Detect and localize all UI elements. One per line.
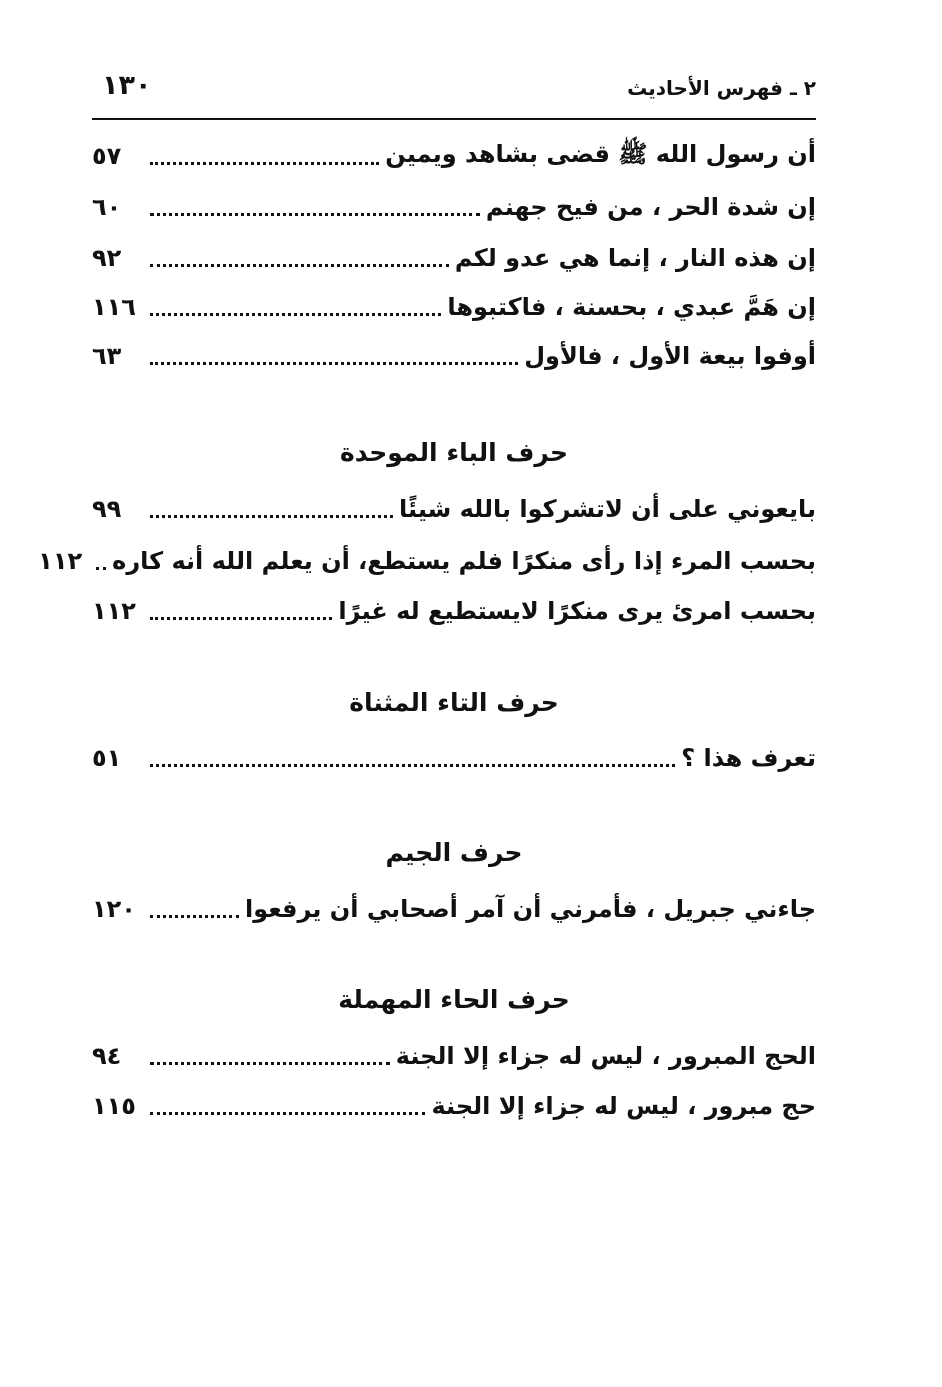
entry-page-number: ٩٢ [92,244,122,272]
entry-page-number: ٩٤ [92,1042,122,1070]
entry-text: إن شدة الحر ، من فيح جهنم [485,193,816,221]
entry-text: الحج المبرور ، ليس له جزاء إلا الجنة [395,1042,816,1070]
entry-page-number: ١١٢ [92,597,136,625]
entry-text: بحسب امرئ يرى منكرًا لايستطيع له غيرًا [338,597,816,625]
dot-leader [150,764,675,767]
index-entry [92,486,816,532]
index-entry [92,235,816,281]
section-heading-ta: حرف التاء المثناة [349,688,559,717]
entry-page-number: ١٢٠ [92,895,136,923]
entry-text: حج مبرور ، ليس له جزاء إلا الجنة [431,1092,816,1120]
entry-page-number: ١١٢ [38,547,83,575]
entry-page-number: ٥١ [92,744,122,772]
index-entry [92,1033,816,1079]
entry-text: إن هَمَّ عبدي ، بحسنة ، فاكتبوها [447,293,816,321]
index-entry [92,886,816,932]
dot-leader [150,617,332,620]
entry-page-number: ١١٦ [92,293,136,321]
entry-page-number: ٥٧ [92,142,122,170]
entry-page-number: ٩٩ [92,495,122,523]
index-entry [92,333,816,379]
entry-text: جاءني جبريل ، فأمرني أن آمر أصحابي أن يرفعوا [244,895,816,923]
dot-leader [150,362,518,365]
entry-text: بحسب المرء إذا رأى منكرًا فلم يستطع، أن يعلم الله أنه كاره [112,547,816,575]
dot-leader [150,915,239,918]
index-entry [38,538,816,584]
dot-leader [150,313,441,316]
page-header [92,70,816,110]
index-entry [92,735,816,781]
entry-page-number: ١١٥ [92,1092,136,1120]
entry-text: بايعوني على أن لاتشركوا بالله شيئًا [399,495,816,523]
dot-leader [150,162,379,165]
index-entry [92,1083,816,1129]
index-entry [92,133,816,179]
index-entry [92,184,816,230]
entry-text: أوفوا بيعة الأول ، فالأول [524,342,816,370]
dot-leader [150,213,480,216]
page-number: ١٣٠ [102,70,152,101]
entry-page-number: ٦٣ [92,342,122,370]
section-heading-ba: حرف الباء الموحدة [340,438,568,467]
section-heading-jim: حرف الجيم [385,838,523,867]
entry-page-number: ٦٠ [92,193,122,221]
dot-leader [150,264,449,267]
running-title: ٢ ـ فهرس الأحاديث [627,76,816,100]
entry-text: أن رسول الله ﷺ قضى بشاهد ويمين [385,139,816,168]
index-entry [92,284,816,330]
header-rule [92,118,816,120]
section-heading-ha: حرف الحاء المهملة [338,985,570,1014]
dot-leader [96,567,106,570]
dot-leader [150,1062,390,1065]
index-entry [92,588,816,634]
dot-leader [150,1112,425,1115]
dot-leader [150,515,393,518]
entry-text: إن هذه النار ، إنما هي عدو لكم [454,244,816,272]
entry-text: تعرف هذا ؟ [681,744,816,772]
